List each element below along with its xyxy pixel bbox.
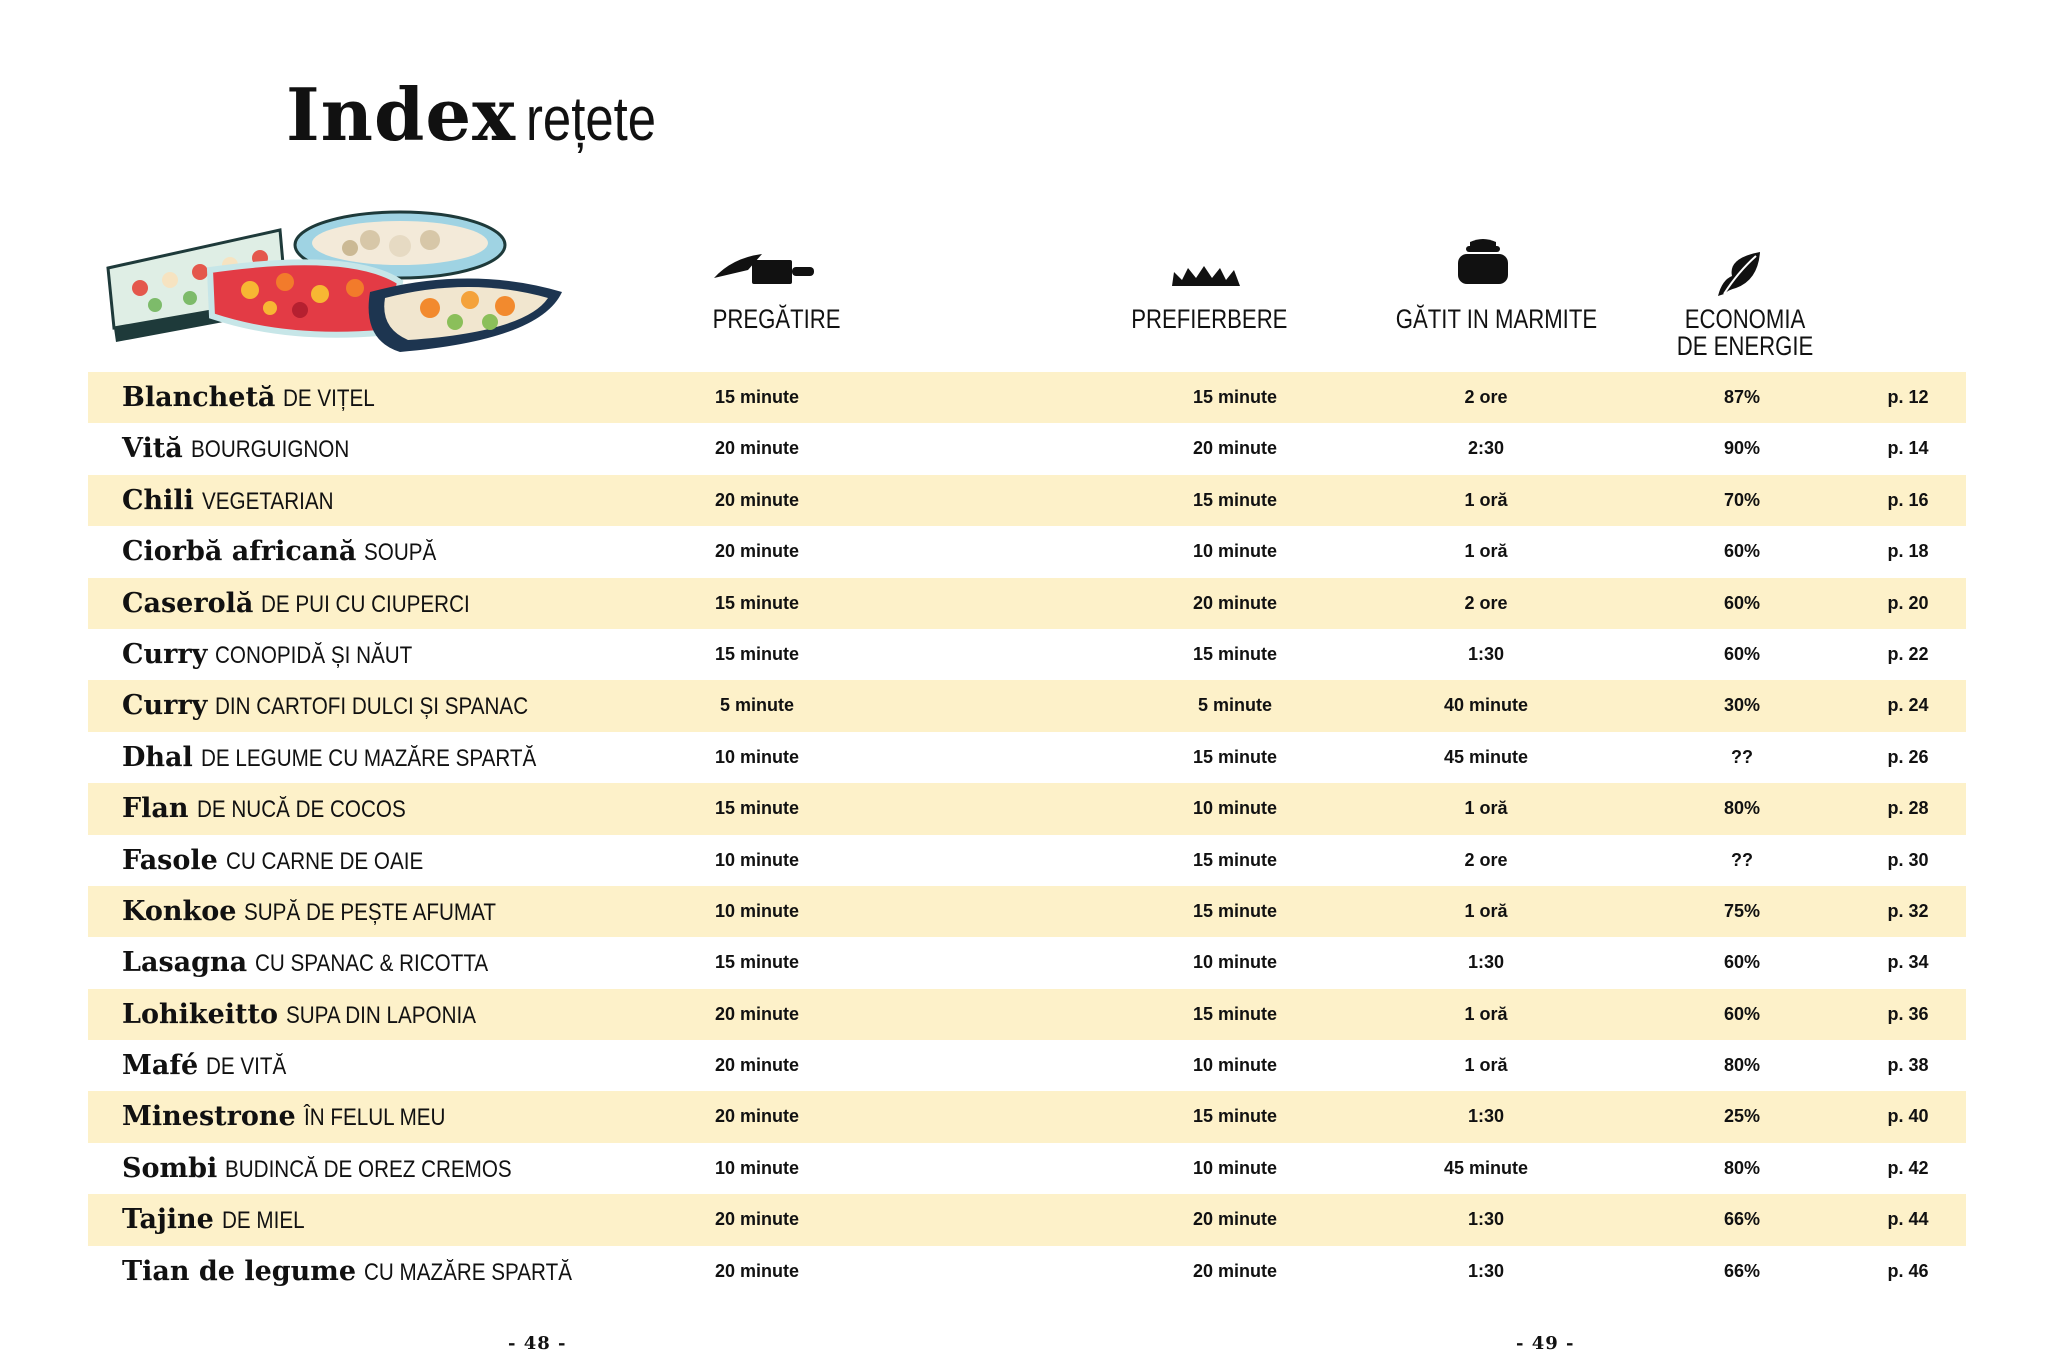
preboil-time: 10 minute — [1192, 1055, 1278, 1076]
energy-saving: 60% — [1723, 1003, 1761, 1024]
recipe-name — [122, 1040, 300, 1095]
energy-saving: 60% — [1723, 541, 1761, 562]
energy-saving: 66% — [1723, 1209, 1761, 1230]
table-row — [88, 886, 1966, 937]
recipe-name-main: Lohikeitto — [122, 998, 278, 1030]
recipe-name — [122, 578, 504, 633]
table-row — [88, 423, 1966, 474]
energy-saving: 80% — [1723, 798, 1761, 819]
recipe-name — [122, 372, 390, 427]
col-head-prefierbere: PREFIERBERE — [1131, 304, 1288, 334]
energy-saving: 30% — [1723, 695, 1761, 716]
recipe-name-detail: SUPA DIN LAPONIA — [285, 1001, 477, 1029]
page-ref: p. 34 — [1887, 952, 1929, 973]
recipe-name-detail: CU MAZĂRE SPARTĂ — [364, 1258, 573, 1286]
recipe-name-main: Fasole — [122, 844, 218, 876]
recipe-name — [122, 835, 455, 890]
cook-time: 45 minute — [1443, 746, 1529, 767]
page-ref: p. 12 — [1887, 387, 1929, 407]
dishes-illustration — [100, 210, 570, 360]
dish-dark — [369, 279, 562, 353]
col-head-gatit: GĂTIT IN MARMITE — [1395, 304, 1598, 334]
prep-time: 15 minute — [714, 952, 800, 973]
recipe-name — [122, 886, 537, 941]
page-number-right: - 49 - — [1516, 1333, 1575, 1354]
recipe-name — [122, 1194, 318, 1249]
preboil-time: 20 minute — [1192, 1209, 1278, 1230]
preboil-time: 15 minute — [1192, 489, 1278, 510]
page-ref: p. 44 — [1887, 1209, 1929, 1230]
page-ref: p. 16 — [1887, 489, 1929, 510]
recipe-name-detail: CONOPIDĂ ȘI NĂUT — [215, 641, 413, 669]
recipe-name-main: Flan — [122, 793, 189, 825]
table-row — [88, 578, 1966, 629]
table-row — [88, 526, 1966, 577]
recipe-name-detail: VEGETARIAN — [201, 487, 334, 515]
prep-time: 20 minute — [714, 1260, 800, 1281]
prep-time: 20 minute — [714, 541, 800, 562]
recipe-name-main: Konkoe — [122, 895, 237, 927]
preboil-time: 20 minute — [1192, 438, 1278, 459]
recipe-name-main: Mafé — [122, 1050, 199, 1082]
cook-time: 45 minute — [1443, 1157, 1529, 1178]
prep-time: 5 minute — [719, 695, 794, 716]
energy-saving: 80% — [1723, 1055, 1761, 1076]
recipe-name-main: Vită — [122, 433, 183, 465]
page-ref: p. 26 — [1887, 746, 1929, 767]
preboil-time: 15 minute — [1192, 643, 1278, 664]
table-row — [88, 1194, 1966, 1245]
recipe-name-main: Tian de legume — [122, 1255, 357, 1287]
cook-time: 1:30 — [1467, 643, 1505, 664]
recipe-name-detail: SOUPĂ — [364, 539, 437, 567]
page-number-left: - 48 - — [508, 1333, 567, 1354]
recipe-name-detail: DE PUI CU CIUPERCI — [261, 590, 471, 618]
page-ref: p. 20 — [1887, 592, 1929, 613]
table-row — [88, 1091, 1966, 1142]
prep-time: 15 minute — [714, 387, 800, 407]
cook-time: 1 oră — [1464, 489, 1508, 510]
cook-time: 2:30 — [1467, 438, 1505, 459]
recipe-name — [122, 680, 579, 735]
energy-saving: 75% — [1723, 900, 1761, 921]
preboil-time: 15 minute — [1192, 1106, 1278, 1127]
preboil-time: 20 minute — [1192, 1260, 1278, 1281]
table-row — [88, 629, 1966, 680]
page-ref: p. 30 — [1887, 849, 1929, 870]
page-ref: p. 38 — [1887, 1055, 1929, 1076]
knife-board-icon — [712, 248, 816, 286]
recipe-name-main: Caserolă — [122, 587, 254, 619]
recipe-name-main: Curry — [122, 690, 208, 722]
energy-saving: 87% — [1723, 387, 1761, 407]
table-row — [88, 475, 1966, 526]
page-ref: p. 40 — [1887, 1106, 1929, 1127]
preboil-time: 15 minute — [1192, 900, 1278, 921]
page-ref: p. 36 — [1887, 1003, 1929, 1024]
page-title — [286, 72, 685, 157]
recipe-name — [122, 629, 445, 684]
recipe-name-main: Tajine — [122, 1204, 214, 1236]
table-row — [88, 732, 1966, 783]
cook-time: 2 ore — [1464, 849, 1508, 870]
preboil-time: 15 minute — [1192, 387, 1278, 407]
recipe-name-detail: ÎN FELUL MEU — [303, 1104, 446, 1132]
table-row — [88, 680, 1966, 731]
recipe-name-detail: CU CARNE DE OAIE — [225, 847, 424, 875]
recipe-name — [122, 1143, 559, 1198]
energy-saving: 60% — [1723, 643, 1761, 664]
cook-time: 2 ore — [1464, 592, 1508, 613]
recipe-name — [122, 1246, 606, 1301]
cook-time: 40 minute — [1443, 695, 1529, 716]
recipe-name-detail: DE LEGUME CU MAZĂRE SPARTĂ — [200, 744, 537, 772]
energy-saving: ?? — [1731, 849, 1753, 870]
title-main: Index — [286, 72, 517, 157]
prep-time: 15 minute — [714, 592, 800, 613]
recipe-name-main: Lasagna — [122, 947, 248, 979]
page-ref: p. 14 — [1887, 438, 1929, 459]
energy-saving: 60% — [1723, 592, 1761, 613]
table-row — [88, 1040, 1966, 1091]
recipe-name-main: Curry — [122, 638, 208, 670]
cook-time: 1:30 — [1467, 952, 1505, 973]
preboil-time: 10 minute — [1192, 952, 1278, 973]
page-ref: p. 24 — [1887, 695, 1929, 716]
table-row — [88, 372, 1966, 423]
energy-saving: 60% — [1723, 952, 1761, 973]
title-sub: rețete — [526, 85, 657, 154]
recipe-name-main: Minestrone — [122, 1101, 296, 1133]
page-ref: p. 46 — [1887, 1260, 1929, 1281]
prep-time: 20 minute — [714, 489, 800, 510]
energy-saving: 25% — [1723, 1106, 1761, 1127]
table-row — [88, 1143, 1966, 1194]
prep-time: 10 minute — [714, 849, 800, 870]
recipe-name — [122, 526, 448, 581]
leaf-icon — [1714, 250, 1762, 298]
pot-icon — [1456, 238, 1510, 286]
prep-time: 20 minute — [714, 1055, 800, 1076]
recipe-name-main: Chili — [122, 484, 194, 516]
prep-time: 15 minute — [714, 798, 800, 819]
prep-time: 20 minute — [714, 1106, 800, 1127]
cook-time: 1 oră — [1464, 1055, 1508, 1076]
recipe-name-detail: BUDINCĂ DE OREZ CREMOS — [225, 1155, 512, 1183]
preboil-time: 20 minute — [1192, 592, 1278, 613]
preboil-time: 10 minute — [1192, 798, 1278, 819]
recipe-name-detail: BOURGUIGNON — [190, 436, 349, 464]
col-head-economia: ECONOMIA DE ENERGIE — [1676, 304, 1814, 361]
page-ref: p. 42 — [1887, 1157, 1929, 1178]
recipe-name-main: Ciorbă africană — [122, 536, 357, 568]
recipe-name — [122, 732, 591, 787]
prep-time: 20 minute — [714, 1209, 800, 1230]
page-ref: p. 32 — [1887, 900, 1929, 921]
recipe-name-detail: DE VITĂ — [206, 1053, 287, 1081]
recipe-name-detail: DE MIEL — [221, 1207, 305, 1235]
cook-time: 1 oră — [1464, 1003, 1508, 1024]
flame-icon — [1170, 264, 1242, 288]
preboil-time: 10 minute — [1192, 1157, 1278, 1178]
energy-saving: 80% — [1723, 1157, 1761, 1178]
preboil-time: 15 minute — [1192, 849, 1278, 870]
table-row — [88, 835, 1966, 886]
recipe-name-main: Sombi — [122, 1152, 218, 1184]
recipe-name — [122, 989, 507, 1044]
recipe-name — [122, 783, 439, 838]
recipe-name-detail: CU SPANAC & RICOTTA — [255, 950, 489, 978]
recipe-name-detail: DIN CARTOFI DULCI ȘI SPANAC — [215, 693, 529, 721]
recipe-name-detail: SUPĂ DE PEȘTE AFUMAT — [244, 898, 497, 926]
recipe-name — [122, 475, 355, 530]
prep-time: 10 minute — [714, 900, 800, 921]
prep-time: 10 minute — [714, 746, 800, 767]
energy-saving: 90% — [1723, 438, 1761, 459]
prep-time: 10 minute — [714, 1157, 800, 1178]
recipe-name-main: Dhal — [122, 741, 193, 773]
cook-time: 1 oră — [1464, 541, 1508, 562]
cook-time: 2 ore — [1464, 387, 1508, 407]
table-row — [88, 783, 1966, 834]
table-row — [88, 937, 1966, 988]
table-row — [88, 1246, 1966, 1297]
cook-time: 1:30 — [1467, 1209, 1505, 1230]
recipe-name — [122, 1091, 468, 1146]
preboil-time: 10 minute — [1192, 541, 1278, 562]
preboil-time: 15 minute — [1192, 1003, 1278, 1024]
cook-time: 1:30 — [1467, 1106, 1505, 1127]
cook-time: 1 oră — [1464, 900, 1508, 921]
page-ref: p. 28 — [1887, 798, 1929, 819]
prep-time: 20 minute — [714, 1003, 800, 1024]
prep-time: 15 minute — [714, 643, 800, 664]
recipe-name — [122, 937, 526, 992]
prep-time: 20 minute — [714, 438, 800, 459]
recipe-name-detail: DE VIȚEL — [283, 385, 376, 412]
recipe-name — [122, 423, 375, 478]
recipe-name-main: Blanchetă — [122, 382, 276, 413]
page-ref: p. 18 — [1887, 541, 1929, 562]
page-ref: p. 22 — [1887, 643, 1929, 664]
preboil-time: 5 minute — [1197, 695, 1272, 716]
cook-time: 1:30 — [1467, 1260, 1505, 1281]
cook-time: 1 oră — [1464, 798, 1508, 819]
preboil-time: 15 minute — [1192, 746, 1278, 767]
recipe-table — [88, 372, 1966, 1297]
energy-saving: 66% — [1723, 1260, 1761, 1281]
recipe-name-detail: DE NUCĂ DE COCOS — [196, 796, 406, 824]
energy-saving: ?? — [1731, 746, 1753, 767]
col-head-pregatire: PREGĂTIRE — [712, 304, 841, 334]
table-row — [88, 989, 1966, 1040]
energy-saving: 70% — [1723, 489, 1761, 510]
